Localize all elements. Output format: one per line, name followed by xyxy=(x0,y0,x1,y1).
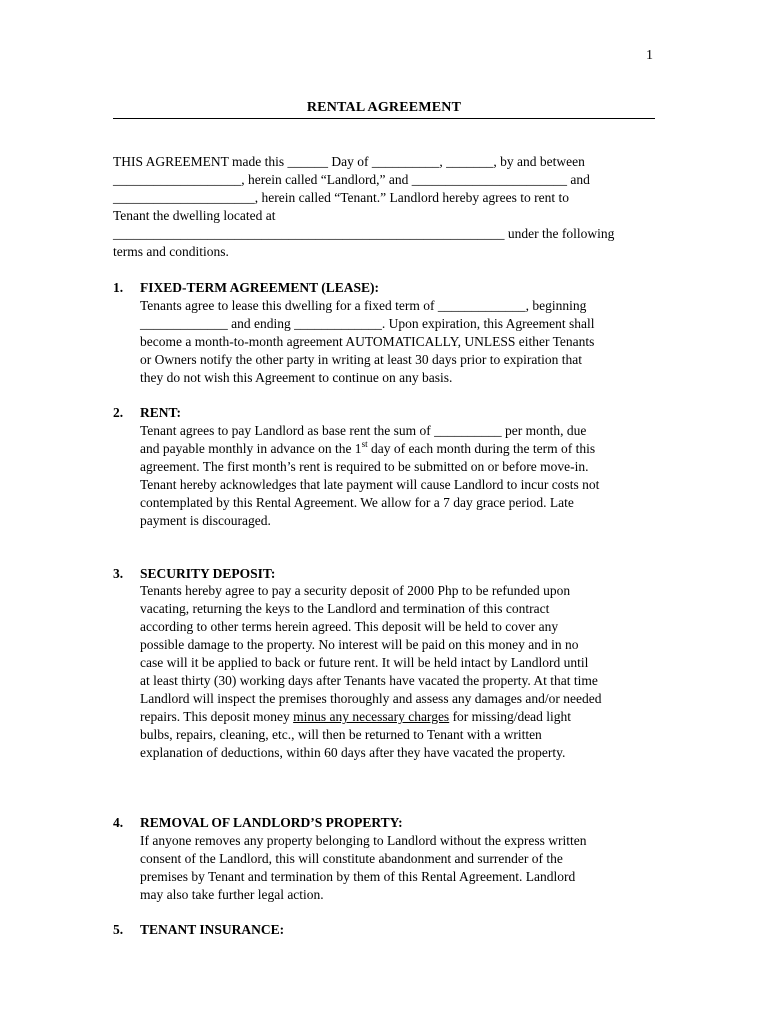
section-2-heading xyxy=(113,405,181,421)
intro-line: THIS AGREEMENT made this ______ Day of __________, _______, by and between xyxy=(113,154,585,169)
title-underline-rule xyxy=(113,118,655,119)
body-line: _____________ and ending _____________. Upon expiration, this Agreement shall xyxy=(140,316,595,331)
intro-line: terms and conditions. xyxy=(113,244,229,259)
body-line: they do not wish this Agreement to continue on any basis. xyxy=(140,370,453,385)
intro-paragraph xyxy=(113,153,655,261)
body-line: Landlord will inspect the premises thoroughly and assess any damages and/or needed xyxy=(140,691,602,706)
section-number: 5. xyxy=(113,922,124,937)
page-number: 1 xyxy=(646,48,653,63)
body-line: at least thirty (30) working days after Tenants have vacated the property. At that time xyxy=(140,673,598,688)
intro-line: _____________________, herein called “Tenant.” Landlord hereby agrees to rent to xyxy=(113,190,570,205)
section-number: 1. xyxy=(113,280,124,295)
section-title: FIXED-TERM AGREEMENT (LEASE): xyxy=(140,280,380,295)
section-title: REMOVAL OF LANDLORD’S PROPERTY: xyxy=(140,815,403,830)
section-5-heading xyxy=(113,922,284,938)
section-3-body xyxy=(140,582,660,762)
body-line: Tenants agree to lease this dwelling for a fixed term of _____________, beginning xyxy=(140,298,587,313)
body-line: possible damage to the property. No interest will be paid on this money and in no xyxy=(140,637,579,652)
body-line: premises by Tenant and termination by them of this Rental Agreement. Landlord xyxy=(140,869,576,884)
document-title: RENTAL AGREEMENT xyxy=(306,100,462,115)
body-line: or Owners notify the other party in writing at least 30 days prior to expiration that xyxy=(140,352,583,367)
section-1-body xyxy=(140,297,660,387)
body-line: according to other terms herein agreed. This deposit will be held to cover any xyxy=(140,619,559,634)
intro-line: __________________________________________________________ under the following xyxy=(113,226,615,241)
body-line: Tenant agrees to pay Landlord as base rent the sum of __________ per month, due xyxy=(140,423,587,438)
section-number: 2. xyxy=(113,405,124,420)
section-3-heading xyxy=(113,566,275,582)
section-number: 3. xyxy=(113,566,124,581)
section-title: SECURITY DEPOSIT: xyxy=(140,566,276,581)
section-4-body xyxy=(140,832,660,904)
text-segment: for missing/dead light xyxy=(449,709,572,724)
body-line: agreement. The first month’s rent is required to be submitted on or before move-in. xyxy=(140,459,589,474)
underlined-phrase: minus any necessary charges xyxy=(293,709,450,724)
body-line: Tenants hereby agree to pay a security deposit of 2000 Php to be refunded upon xyxy=(140,583,571,598)
body-line: case will it be applied to back or future rent. It will be held intact by Landlord until xyxy=(140,655,589,670)
body-line: Tenant hereby acknowledges that late payment will cause Landlord to incur costs not xyxy=(140,477,600,492)
intro-line: Tenant the dwelling located at xyxy=(113,208,276,223)
section-4-heading xyxy=(113,815,403,831)
section-2-body xyxy=(140,422,660,530)
body-line: explanation of deductions, within 60 days after they have vacated the property. xyxy=(140,745,566,760)
section-number: 4. xyxy=(113,815,124,830)
body-line: contemplated by this Rental Agreement. We allow for a 7 day grace period. Late xyxy=(140,495,574,510)
body-line-with-underline xyxy=(140,708,660,726)
section-title: TENANT INSURANCE: xyxy=(140,922,285,937)
body-line: consent of the Landlord, this will constitute abandonment and surrender of the xyxy=(140,851,563,866)
section-1-heading xyxy=(113,280,379,296)
section-title: RENT: xyxy=(140,405,182,420)
body-line: become a month-to-month agreement AUTOMATICALLY, UNLESS either Tenants xyxy=(140,334,595,349)
body-line: vacating, returning the keys to the Landlord and termination of this contract xyxy=(140,601,550,616)
text-segment: and payable monthly in advance on the 1 xyxy=(140,441,362,456)
body-line: may also take further legal action. xyxy=(140,887,324,902)
body-line: If anyone removes any property belonging to Landlord without the express written xyxy=(140,833,587,848)
text-segment: repairs. This deposit money xyxy=(140,709,294,724)
body-line: bulbs, repairs, cleaning, etc., will then be returned to Tenant with a written xyxy=(140,727,542,742)
ordinal-superscript: st xyxy=(361,439,368,449)
body-line-with-superscript xyxy=(140,440,660,458)
body-line: payment is discouraged. xyxy=(140,513,271,528)
intro-line: ___________________, herein called “Landlord,” and _______________________ and xyxy=(113,172,590,187)
text-segment: day of each month during the term of this xyxy=(367,441,596,456)
